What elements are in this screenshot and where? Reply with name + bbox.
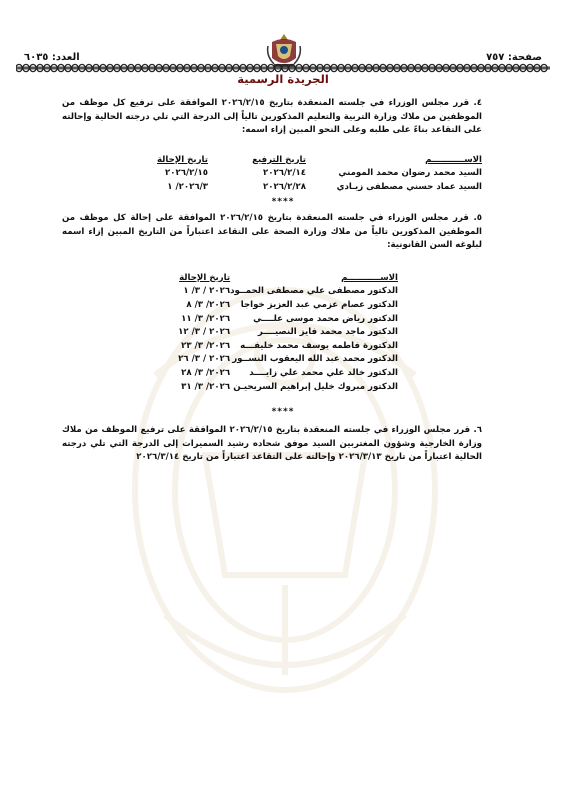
employee-name: الدكتور مبروك خليل إبراهيم السريحيـن (233, 381, 398, 392)
decision-text: قرر مجلس الوزراء في جلسته المنعقدة بتاريخ ٢٠٢٦/٢/١٥ الموافقة على ترفيع كل موظف من الموظفين من ملاك وزارة التربية والتعليم المذكورين تالياً إلى الدرجة التي تلي درجته الحالية وإحالته على التقاعد بناءً على طلبه وعلى النحو المبين إزاء اسمه: (62, 98, 482, 135)
section-separator: **** (271, 407, 295, 417)
decision-text: قرر مجلس الوزراء في جلسته المنعقدة بتاريخ ٢٠٢٦/٢/١٥ الموافقة على ترفيع الموظف من ملاك وزارة الخارجية وشؤون المغتربين السيد موفق شحاده رشيد السميرات إلى الدرجة التي تلي درجته الحالية اعتباراً من تاريخ ٢٠٢٦/٣/١٣ وإحالته على التقاعد اعتباراً من تاريخ ٢٠٢٦/٣/١٤ (62, 425, 482, 462)
issue-number: العدد: ٦٠٣٥ (24, 52, 80, 63)
employee-name: السيد محمد رضوان محمد المومني (338, 168, 482, 179)
decision-paragraph-6 (62, 424, 482, 465)
employee-name: الدكتور رياض محمد موسى علــــي (253, 313, 398, 324)
retirement-table (176, 271, 398, 393)
employee-name: السيد عماد حسني مصطفى زيـادي (336, 181, 482, 192)
page-number: صفحة: ٧٥٧ (486, 52, 542, 63)
table-header-row (126, 153, 482, 167)
table-row (176, 353, 398, 367)
promotion-retirement-table (126, 153, 482, 194)
table-row (176, 298, 398, 312)
employee-name: الدكتور خالد علي محمد علي زايــــد (249, 367, 398, 378)
section-separator: **** (271, 197, 295, 207)
promotion-date: ٢٠٢٦/٢/١٤ (263, 168, 306, 179)
table-row (176, 285, 398, 299)
retirement-date: ٢٠٢٦/ ٣/ ١١ (181, 313, 231, 324)
retirement-date: ٢٠٢٦/٢/١٥ (165, 168, 208, 179)
column-header-promotion-date: تاريخ الترفيع (252, 154, 306, 165)
gazette-title: الجريدة الرسمية (237, 72, 329, 86)
employee-name: الدكتور مصطفى علي مصطفى الحمــود (230, 286, 398, 297)
retirement-date: ٢٠٢٦ / ٣/ ١ (183, 286, 231, 297)
decision-text: قرر مجلس الوزراء في جلسته المنعقدة بتاريخ ٢٠٢٦/٢/١٥ الموافقة على إحالة كل موظف من الموظفين المذكورين تالياً من ملاك وزارة الصحة على التقاعد اعتباراً من التاريخ المبين إزاء اسمه لبلوغه السن القانونية: (62, 213, 482, 250)
retirement-date: ٢٠٢٦/٣/ ١ (167, 181, 208, 192)
retirement-date: ٢٠٢٦ / ٣/ ٢٦ (178, 354, 231, 365)
table-row (176, 380, 398, 394)
column-header-name: الاســـــــــــم (425, 154, 482, 165)
retirement-date: ٢٠٢٦ / ٣/ ١٢ (178, 327, 231, 338)
retirement-date: ٢٠٢٦/ ٣/ ٢٣ (181, 340, 231, 351)
employee-name: الدكتور ماجد محمد فايز النصيــــر (257, 327, 398, 338)
table-row (176, 312, 398, 326)
decision-number: ٤. (473, 98, 482, 108)
table-header-row (176, 271, 398, 285)
table-row (126, 167, 482, 181)
column-header-retirement-date: تاريخ الإحالة (179, 272, 231, 283)
retirement-date: ٢٠٢٦/ ٣/ ٨ (186, 299, 231, 310)
table-row (176, 325, 398, 339)
column-header-name: الاســـــــــــم (341, 272, 398, 283)
promotion-date: ٢٠٢٦/٢/٢٨ (263, 181, 306, 192)
table-row (176, 339, 398, 353)
decision-number: ٦. (473, 425, 482, 435)
decision-number: ٥. (473, 213, 482, 223)
retirement-date: ٢٠٢٦/ ٣/ ٣١ (181, 381, 231, 392)
table-row (176, 366, 398, 380)
employee-name: الدكتور عصام عزمي عبد العزيز خواجا (240, 299, 398, 310)
table-row (126, 180, 482, 194)
column-header-retirement-date: تاريخ الإحالة (156, 154, 208, 165)
employee-name: الدكتورة فاطمه يوسف محمد خليفـــه (240, 340, 398, 351)
decision-paragraph-5 (62, 212, 482, 253)
retirement-date: ٢٠٢٦/ ٣/ ٢٨ (181, 367, 231, 378)
decision-paragraph-4 (62, 97, 482, 138)
employee-name: الدكتور محمد عبد الله اليعقوب النســور (232, 354, 398, 365)
